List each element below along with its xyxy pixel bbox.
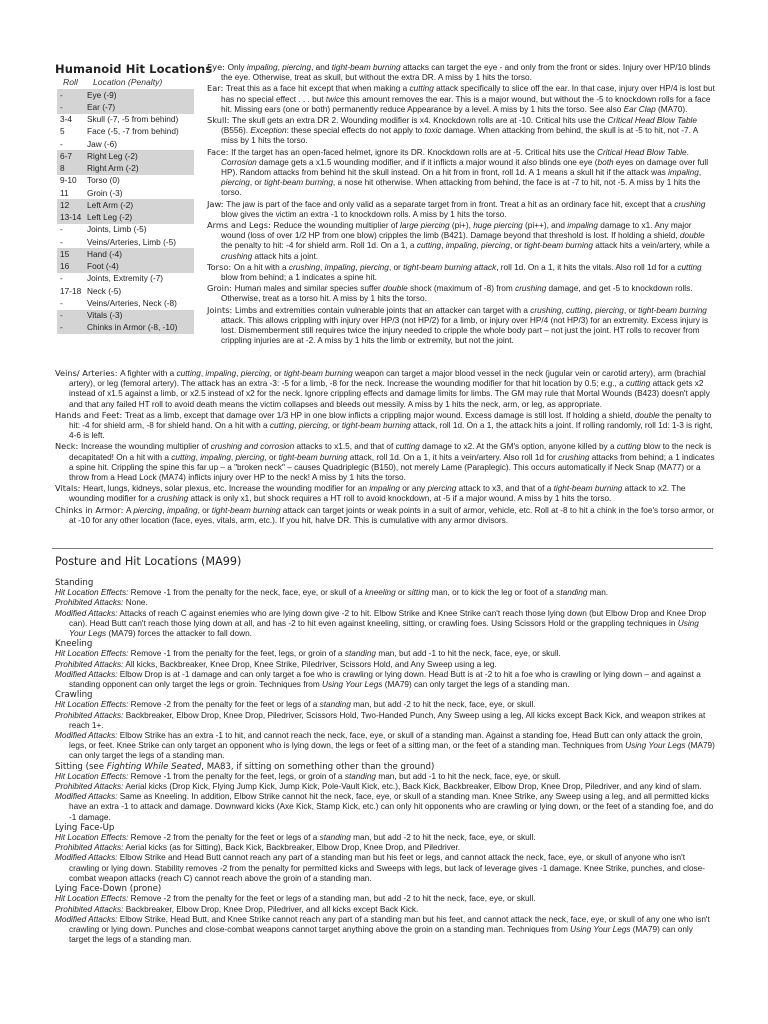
roll-cell: - [57, 310, 84, 322]
roll-cell: - [60, 273, 63, 284]
entry-term: Eye: [207, 62, 228, 72]
entry-paragraph [55, 368, 715, 410]
entry-paragraph [55, 410, 715, 442]
location-cell: Hand (-4) [84, 248, 194, 260]
location-cell: Right Arm (-2) [84, 163, 194, 175]
table-row [57, 322, 194, 334]
entry-text: Human males and similar species suffer double shock (maximum of -8) from crushing damage, and get -5 to knockdown rolls. Otherwise, treat as a torso hit. A miss by 1 hits the torso. [221, 284, 693, 304]
entry-term: Skull: [207, 115, 232, 126]
entry-term: Veins/ Arteries: [55, 368, 121, 378]
table-row [57, 163, 194, 175]
location-cell: Neck (-5) [87, 285, 122, 296]
entry-paragraph [207, 62, 715, 83]
entry-paragraph [55, 505, 715, 526]
entry-term: Jaw: [207, 198, 227, 209]
posture-heading: Kneeling [55, 639, 93, 650]
posture-rule: Modified Attacks: Elbow Drop is at -1 damage and can only target a foe who is crawling or lying down. Head Butt is at -2 to hit a foe who is crawling or lying down – and against a standing opponent can only target the legs or groin. Techniques from Using Your Legs (MA79) can only target the legs of a standing man. [55, 669, 701, 690]
location-cell: Right Leg (-2) [84, 150, 194, 162]
entry-paragraph [55, 441, 715, 483]
entry-paragraph [55, 483, 715, 504]
location-cell: Veins/Arteries, Limb (-5) [87, 236, 176, 247]
posture-rule: Prohibited Attacks: Backbreaker, Elbow Drop, Knee Drop, Piledriver, Scissors Hold, Two-Handed Punch, Any Sweep using a leg, All kicks except Back Kick, and weapon strikes at reach 1+. [55, 710, 706, 730]
entry-text: The jaw is part of the face and only valid as a separate target from in front. Treat a hit as an ordinary face hit, except that a crushing blow gives the victim an extra -1 to knockdown rolls. A miss by 1 hits the torso. [221, 199, 706, 219]
roll-cell: 13-14 [57, 212, 84, 224]
table-row [57, 212, 194, 224]
table-row [57, 285, 194, 297]
roll-cell: - [60, 138, 63, 149]
entry-term: Chinks in Armor: [55, 504, 126, 515]
posture-rule: Modified Attacks: Attacks of reach C against enemies who are lying down give -2 to hit. Elbow Strike and Knee Strike can't reach those lying down (but Elbow Drop and Knee Drop can). Head Butt can't reach those lying down at all, and has -2 to hit even against kneeling, sitting, or crawling foes. Using Scissors Hold or the grappling techniques in Using Your Legs (MA79) forces the attacker to fall down. [55, 608, 707, 639]
entry-text: Heart, lungs, kidneys, solar plexus, etc. Increase the wounding modifier for an impaling or any piercing attack to x3, and that of a tight-beam burning attack to x2. The wounding modifier for a crushing attack is only x1, but shock requires a HT roll to avoid knockdown, at -5 if a major wound. A miss by 1 hits the torso. [69, 484, 686, 504]
roll-cell: 16 [57, 261, 84, 273]
table-row [57, 101, 194, 113]
posture-rule: Hit Location Effects: Remove -1 from the penalty for the feet, legs, or groin of a standing man, but add -1 to hit the neck, face, eye, or skull. [55, 771, 561, 781]
entry-term: Hands and Feet: [55, 409, 125, 420]
column-location: Location (Penalty) [93, 77, 163, 87]
entry-text: Treat this as a face hit except that when making a cutting attack specifically to slice off the ear. In that case, injury over HP/4 is lost but has no special effect . . . but twice this amount removes the ear. This is a major wound, but without the -5 to knockdown rolls for a face hit. Missing ears (one or both) permanently reduce Appearance by a level. A miss by 1 hits the torso. See also Ear Clap (MA70). [221, 84, 715, 114]
location-cell: Vitals (-3) [84, 310, 194, 322]
entry-paragraph [207, 115, 715, 147]
posture-rule: Hit Location Effects: Remove -1 from the penalty for the feet, legs, or groin of a standing man, but add -1 to hit the neck, face, eye, or skull. [55, 649, 561, 659]
location-cell: Joints, Extremity (-7) [87, 273, 164, 284]
location-cell: Veins/Arteries, Neck (-8) [87, 297, 177, 308]
entry-text: Only impaling, piercing, and tight-beam burning attacks can target the eye - and only from the front or sides. Injury over HP/10 blinds the eye. Otherwise, treat as skull, but without the extra DR. A miss by 1 hits the torso. [221, 63, 711, 83]
roll-cell: 5 [60, 126, 65, 137]
table-row [57, 236, 194, 248]
section-divider [52, 548, 713, 549]
location-cell: Jaw (-6) [87, 138, 117, 149]
table-row [57, 150, 194, 162]
roll-cell: 9-10 [60, 175, 77, 186]
entry-term: Face: [207, 146, 232, 157]
table-row [57, 273, 194, 285]
posture-rule: Prohibited Attacks: Aerial kicks (Drop Kick, Flying Jump Kick, Jump Kick, Pole-Vault Kick, etc.), Back Kick, Backbreaker, Elbow Drop, Knee Drop, Piledriver, and any kind of slam. [55, 782, 702, 792]
posture-sections [55, 578, 715, 945]
entry-text: If the target has an open-faced helmet, ignore its DR. Knockdown rolls are at -5. Critical hits use the Critical Head Blow Table. Corrosion damage gets a x1.5 wounding modifier, and if it inflicts a major wound it also blinds one eye (both eyes on damage over full HP). Random attacks from behind hit the skull instead. On a hit from in front, roll 1d. A 1 means a skull hit if the attack was impaling, piercing, or tight-beam burning, a nose hit otherwise. When attacking from behind, the face is at -7 to hit, not -5. A miss by 1 hits the torso. [221, 147, 709, 198]
hit-location-table [57, 89, 194, 334]
posture-rule: Hit Location Effects: Remove -2 from the penalty for the feet or legs of a standing man, but add -2 to hit the neck, face, eye, or skull. [55, 833, 536, 843]
posture-heading: Lying Face-Down (prone) [55, 884, 162, 895]
posture-rule: Prohibited Attacks: Aerial kicks (as for Sitting), Back Kick, Backbreaker, Elbow Drop, Knee Drop, and Piledriver. [55, 843, 461, 853]
entry-text: Reduce the wounding multiplier of large piercing (pi+), huge piercing (pi++), and impaling damage to x1. Any major wound (loss of over 1/2 HP from one blow) cripples the limb (B421). Damage beyond that threshold is lost. If holding a shield, double the penalty to hit: -4 for shield arm. Roll 1d. On a 1, a cutting, impaling, piercing, or tight-beam burning attack hits a vein/artery, while a crushing attack hits a joint. [221, 221, 710, 261]
location-cell: Ear (-7) [84, 101, 194, 113]
entry-term: Torso: [207, 261, 234, 272]
entry-paragraph [207, 220, 715, 262]
location-descriptions-full [55, 368, 715, 526]
table-row [57, 199, 194, 211]
posture-rule: Modified Attacks: Elbow Strike, Head Butt, and Knee Strike cannot reach any part of a standing man but his feet, and cannot attack the neck, face, eye, or skull of any one who isn't crawling or lying down. Punches and close-combat weapons cannot target anything above the groin on a standing man. Techniques from Using Your Legs (MA79) can only target the legs of a standing man. [55, 914, 710, 945]
location-cell: Groin (-3) [87, 187, 123, 198]
posture-rule: Hit Location Effects: Remove -1 from the penalty for the neck, face, eye, or skull of a kneeling or sitting man, or to kick the leg or foot of a standing man. [55, 588, 609, 598]
posture-heading: Sitting (see Fighting While Seated, MA83, if sitting on something other than the ground) [55, 761, 435, 772]
posture-rule: Hit Location Effects: Remove -2 from the penalty for the feet or legs of a standing man, but add -2 to hit the neck, face, eye, or skull. [55, 700, 536, 710]
roll-cell: 15 [57, 248, 84, 260]
table-row [57, 310, 194, 322]
table-row [57, 138, 194, 150]
roll-cell: 11 [60, 187, 69, 198]
posture-rule: Hit Location Effects: Remove -2 from the penalty for the feet or legs of a standing man, but add -2 to hit the neck, face, eye, or skull. [55, 894, 536, 904]
entry-text: Limbs and extremities contain vulnerable joints that an attacker can target with a crushing, cutting, piercing, or tight-beam burning attack. This allows crippling with injury over HP/3 (not HP/2) for a limb, or injury over HP/4 (not HP/3) for an extremity. Excess injury is lost. Dismemberment still requires twice the injury needed to cripple the whole body part – not just the joint. HT rolls to recover from crippling injuries are at -2. A miss by 1 hits the limb or extremity, but not the joint. [221, 305, 709, 346]
table-row [57, 297, 194, 309]
table-row [57, 175, 194, 187]
entry-text: Treat as a limb, except that damage over 1/3 HP in one blow inflicts a crippling major wound. Excess damage is still lost. If holding a shield, double the penalty to hit: -4 for shield arm, -8 for shield hand. On a hit with a cutting, piercing, or tight-beam burning attack, roll 1d. On a 1, the attack hits a joint. If rolling randomly, roll 1d: 1-3 is right, 4-6 is left. [69, 410, 713, 441]
location-cell: Face (-5, -7 from behind) [87, 126, 179, 137]
posture-rule: Prohibited Attacks: Backbreaker, Elbow Drop, Knee Drop, Piledriver, and all kicks except Back Kick. [55, 904, 419, 914]
column-roll: Roll [63, 77, 78, 87]
posture-rule: Modified Attacks: Same as Kneeling. In addition, Elbow Strike cannot hit the neck, face, eye, or skull of a standing man. Knee Strike, any Sweep using a leg, and all permitted kicks have an extra -1 to attack and damage. Downward kicks (Axe Kick, Stamp Kick, etc.) can only hit opponents who are crawling or lying down, or the feet of a standing foe, and do -1 damage. [55, 792, 714, 822]
roll-cell: 8 [57, 163, 84, 175]
posture-rule: Modified Attacks: Elbow Strike and Head Butt cannot reach any part of a standing man but his feet or legs, and cannot attack the neck, face, eye, or skull of anyone who isn't crawling or lying down. Stability removes -2 from the penalty for permitted kicks and Sweeps with legs, but lack of leverage gives -1 damage. Knee Strike, punches, and close-combat weapon attacks (reach C) cannot reach above the groin of a standing man. [55, 853, 706, 883]
posture-rule: Modified Attacks: Elbow Strike has an extra -1 to hit, and cannot reach the neck, face, eye, or skull of a standing man. Against a standing foe, Head Butt can only attack the groin, legs, or feet. Knee Strike can only target an opponent who is lying down, the legs or feet of a sitting man, or the feet of a standing man. Techniques from Using Your Legs (MA79) can only target the legs of a standing man. [55, 731, 715, 761]
roll-cell: - [60, 297, 63, 308]
location-cell: Left Leg (-2) [84, 212, 194, 224]
entry-term: Vitals: [55, 483, 84, 494]
entry-text: Increase the wounding multiplier of crushing and corrosion attacks to x1.5, and that of cutting damage to x2. At the GM's option, anyone killed by a cutting blow to the neck is decapitated! On a hit with a cutting, impaling, piercing, or tight-beam burning attack, roll 1d. On a 1, it hits a vein/artery. Also roll 1d for crushing attacks from behind; a 1 indicates a spine hit. Crippling the spine this far up – a "broken neck" – causes Quadriplegic (B150), not merely Lame (Paraplegic). This occurs automatically if Neck Snap (MA77) or a throw from a Head Lock (MA74) inflicts injury over HP to the neck! A miss by 1 hits the torso. [69, 442, 715, 483]
location-cell: Torso (0) [87, 175, 120, 186]
location-cell: Joints, Limb (-5) [87, 224, 147, 235]
entry-paragraph [207, 283, 715, 304]
roll-cell: - [57, 89, 84, 101]
entry-term: Neck: [55, 441, 81, 452]
posture-rule: Prohibited Attacks: None. [55, 598, 148, 608]
table-row [57, 126, 194, 138]
location-cell: Left Arm (-2) [84, 199, 194, 211]
posture-heading: Standing [55, 578, 94, 588]
roll-cell: 3-4 [60, 114, 72, 125]
entry-text: A fighter with a cutting, impaling, piercing, or tight-beam burning weapon can target a major blood vessel in the neck (jugular vein or carotid artery), arm (brachial artery), or leg (femoral artery). The attack has an extra -3: -5 for a limb, -8 for the neck. Increase the wounding modifier for that hit location by 0.5; e.g., a cutting attack gets x2 instead of x1.5 against a limb, or x2.5 instead of x2 for the neck. Ignore crippling effects and damage limits for limbs. The GM may rule that Mortal Wounds (B423) doesn't apply and that any failed HT roll to avoid death means the victim collapses and bleeds out messily. A miss by 1 hits the neck, arm, or leg, as appropriate. [69, 369, 710, 409]
table-row [57, 187, 194, 199]
entry-paragraph [207, 262, 715, 283]
entry-term: Joints: [207, 304, 235, 315]
location-cell: Chinks in Armor (-8, -10) [84, 322, 194, 334]
posture-heading: Crawling [55, 690, 93, 701]
location-descriptions [207, 62, 715, 346]
table-row [57, 224, 194, 236]
entry-paragraph [207, 199, 715, 220]
location-cell: Eye (-9) [84, 89, 194, 101]
roll-cell: 17-18 [60, 285, 82, 296]
location-cell: Foot (-4) [84, 261, 194, 273]
posture-heading: Lying Face-Up [55, 822, 115, 833]
table-row [57, 248, 194, 260]
roll-cell: - [60, 224, 63, 235]
location-cell: Skull (-7, -5 from behind) [87, 114, 179, 125]
entry-paragraph [207, 147, 715, 199]
entry-text: A piercing, impaling, or tight-beam burning attack can target joints or weak points in a suit of armor, vehicle, etc. Roll at -8 to hit a chink in the foe's torso armor, or at -10 for any other location (face, eyes, vitals, arm, etc.). If you hit, halve DR. This is cumulative with any armor divisors. [69, 505, 715, 525]
table-row [57, 89, 194, 101]
entry-paragraph [207, 83, 715, 115]
roll-cell: - [60, 236, 63, 247]
entry-text: On a hit with a crushing, impaling, piercing, or tight-beam burning attack, roll 1d. On a 1, it hits the vitals. Also roll 1d for a cutting blow from behind; a 1 indicates a spine hit. [221, 262, 702, 283]
entry-text: The skull gets an extra DR 2. Wounding modifier is x4. Knockdown rolls are at -10. Critical hits use the Critical Head Blow Table (B556). Exception: these special effects do not apply to toxic damage. When attacking from behind, the skull is at -5 to hit, not -7. A miss by 1 hits the torso. [221, 116, 698, 146]
roll-cell: - [57, 101, 84, 113]
entry-term: Groin: [207, 283, 235, 294]
posture-section-title: Posture and Hit Locations (MA99) [55, 555, 242, 568]
entry-term: Ear: [207, 83, 226, 94]
table-row [57, 261, 194, 273]
roll-cell: - [57, 322, 84, 334]
posture-rule: Prohibited Attacks: All kicks, Backbreaker, Knee Drop, Knee Strike, Piledriver, Scissors Hold, and Any Sweep using a leg. [55, 659, 497, 669]
roll-cell: 6-7 [57, 150, 84, 162]
roll-cell: 12 [57, 199, 84, 211]
hit-table-title: Humanoid Hit Locations [55, 62, 213, 76]
table-row [57, 114, 194, 126]
entry-term: Arms and Legs: [207, 220, 274, 231]
entry-paragraph [207, 305, 715, 347]
